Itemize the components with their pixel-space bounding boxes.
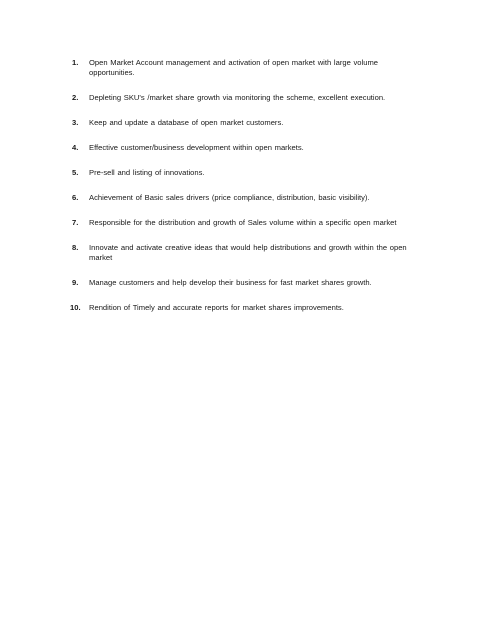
responsibilities-list [0,58,495,328]
list-item-text: Effective customer/business development within open markets. [89,143,304,152]
list-item-number: 5. [72,168,79,177]
list-item [0,193,495,203]
list-item-text: Depleting SKU's /market share growth via monitoring the scheme, excellent execution. [89,93,386,102]
list-item [0,303,495,313]
list-item-number: 4. [72,143,79,152]
list-item-text: Achievement of Basic sales drivers (price compliance, distribution, basic visibility). [89,193,370,202]
list-item-text: Pre-sell and listing of innovations. [89,168,205,177]
list-item-text: Manage customers and help develop their business for fast market shares growth. [89,278,372,287]
list-item-text: Innovate and activate creative ideas that would help distributions and growth within the open market [89,243,407,262]
list-item [0,118,495,128]
list-item-number: 3. [72,118,79,127]
list-item-number: 2. [72,93,79,102]
list-item [0,93,495,103]
list-item [0,243,495,263]
list-item-number: 6. [72,193,79,202]
list-item-text: Rendition of Timely and accurate reports for market shares improvements. [89,303,344,312]
list-item-number: 10. [70,303,81,312]
list-item [0,218,495,228]
list-item [0,58,495,78]
list-item [0,168,495,178]
list-item [0,278,495,288]
list-item-number: 8. [72,243,79,252]
list-item [0,143,495,153]
list-item-text: Open Market Account management and activation of open market with large volume opportunities. [89,58,378,77]
list-item-text: Responsible for the distribution and growth of Sales volume within a specific open market [89,218,397,227]
list-item-text: Keep and update a database of open market customers. [89,118,284,127]
list-item-number: 7. [72,218,79,227]
list-item-number: 1. [72,58,79,67]
list-item-number: 9. [72,278,79,287]
